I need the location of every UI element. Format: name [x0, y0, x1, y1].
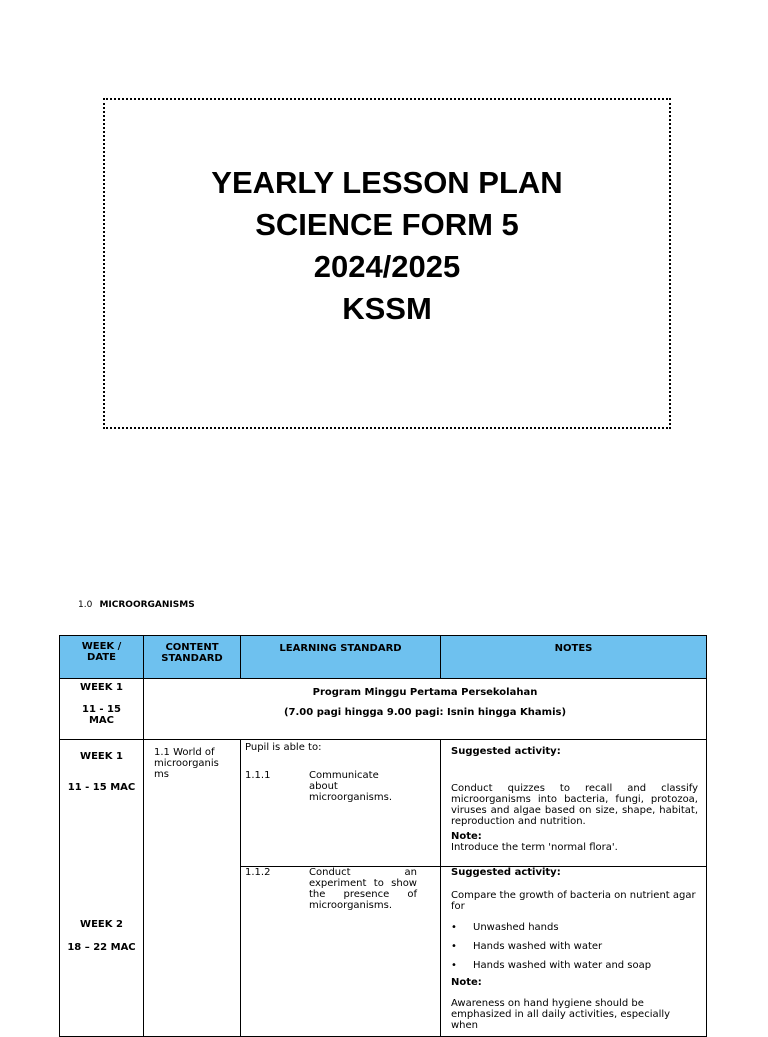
program-cell — [144, 679, 707, 740]
bullet-icon: • — [451, 960, 457, 971]
activity-text: Conduct quizzes to recall and classify microorganisms into bacteria, fungi, protozoa, viruses and algae based on size, shape, habitat, reproduction and nutrition. — [451, 783, 698, 827]
lesson-plan-table — [59, 635, 707, 1037]
activity-text: Compare the growth of bacteria on nutrient agar for — [451, 890, 696, 912]
notes-cell — [441, 740, 707, 867]
program-title: Program Minggu Pertama Persekolahan — [312, 687, 538, 698]
row1-week: WEEK 1 — [80, 751, 123, 762]
header-learning-standard: LEARNING STANDARD — [241, 636, 441, 679]
section-heading — [78, 600, 195, 610]
cover-title-box — [103, 98, 671, 429]
learning-standard-cell — [241, 867, 441, 1037]
row2-week: WEEK 2 — [80, 919, 123, 930]
cover-title — [105, 162, 669, 330]
cover-title-line4: KSSM — [342, 291, 432, 326]
row1-date: 11 - 15 MAC — [67, 782, 136, 793]
content-standard-cell — [144, 740, 241, 1037]
header-week-date: WEEK / DATE — [60, 636, 144, 679]
standard-code: 1.1.1 — [245, 770, 271, 781]
content-standard: 1.1 World of microorganis ms — [154, 747, 219, 780]
section-title: MICROORGANISMS — [99, 600, 195, 610]
activity-label: Suggested activity: — [451, 746, 561, 757]
note-text: Introduce the term 'normal flora'. — [451, 842, 618, 853]
standard-text: Communicate about microorganisms. — [309, 770, 393, 803]
cover-title-line3: 2024/2025 — [313, 249, 461, 284]
program-row — [60, 679, 707, 740]
standard-text: Conduct an experiment to show the presence of microorganisms. — [309, 867, 417, 911]
week-cell — [60, 740, 144, 1037]
standard-code: 1.1.2 — [245, 867, 271, 878]
cover-title-line1: YEARLY LESSON PLAN — [211, 165, 563, 200]
header-notes: NOTES — [441, 636, 707, 679]
notes-cell — [441, 867, 707, 1037]
list-item: • Unwashed hands — [451, 922, 559, 933]
program-week: WEEK 1 — [80, 682, 123, 693]
note-text: Awareness on hand hygiene should be emphasized in all daily activities, especially when — [451, 998, 671, 1031]
program-date: 11 - 15 MAC — [82, 704, 121, 726]
bullet-icon: • — [451, 941, 457, 952]
bullet-icon: • — [451, 922, 457, 933]
header-content-standard: CONTENT STANDARD — [144, 636, 241, 679]
note-label: Note: — [451, 977, 482, 988]
cover-title-line2: SCIENCE FORM 5 — [255, 207, 519, 242]
table-row — [60, 740, 707, 867]
row2-date: 18 – 22 MAC — [67, 942, 136, 953]
table-header-row — [60, 636, 707, 679]
section-number: 1.0 — [78, 600, 93, 610]
list-item: • Hands washed with water — [451, 941, 603, 952]
program-week-cell — [60, 679, 144, 740]
note-label: Note: — [451, 831, 482, 842]
learning-standard-cell — [241, 740, 441, 867]
activity-label: Suggested activity: — [451, 867, 561, 878]
list-item: • Hands washed with water and soap — [451, 960, 652, 971]
program-subtitle: (7.00 pagi hingga 9.00 pagi: Isnin hingga Khamis) — [283, 707, 567, 718]
learning-intro: Pupil is able to: — [245, 742, 322, 753]
